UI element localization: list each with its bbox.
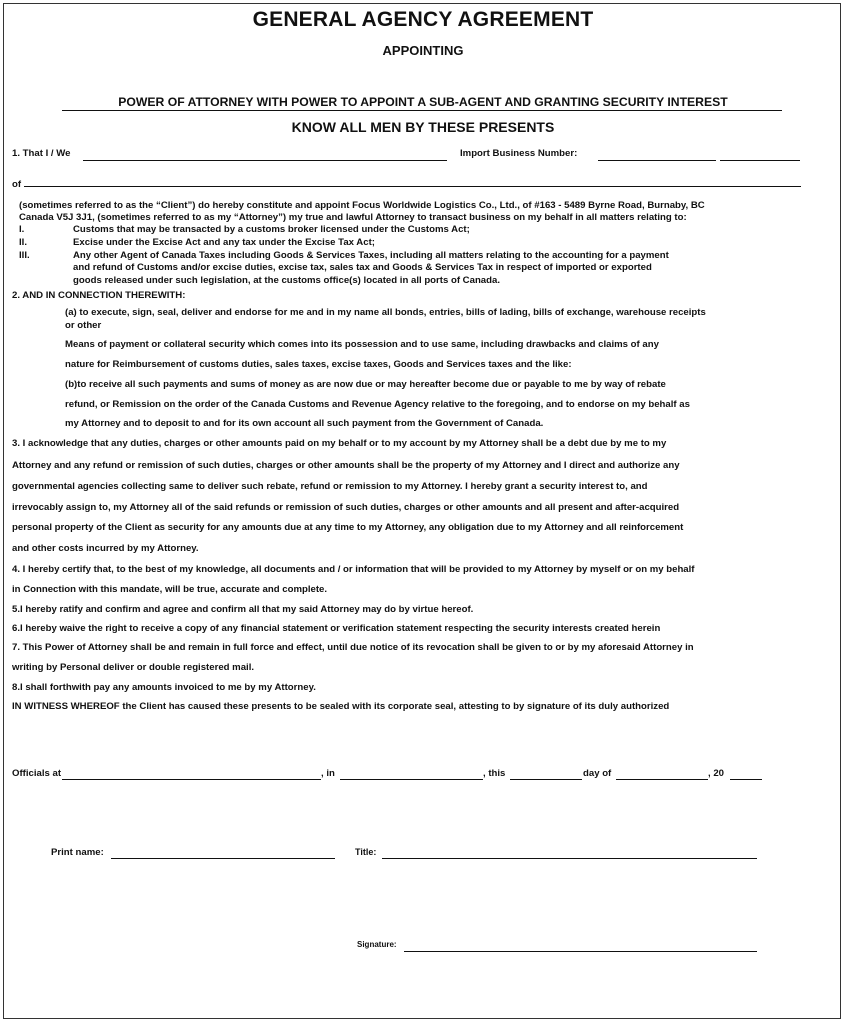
officials-label: Officials at (12, 768, 62, 779)
of-label: of (12, 179, 22, 190)
import-number-field-suffix[interactable] (720, 160, 800, 161)
clause7-text: 7. This Power of Attorney shall be and remain in full force and effect, until due notice of its revocation shall be given to or by my aforesaid Attorney in (12, 642, 694, 653)
clause2-text: (b)to receive all such payments and sums of money as are now due or may hereafter become due or payable to me by way of rebate (65, 379, 666, 390)
officials-location-field[interactable] (62, 779, 321, 780)
item-text-continued: and refund of Customs and/or excise duties, excise tax, sales tax and Goods & Services Tax in respect of imported or exported (73, 262, 652, 273)
day-of-label: day of (583, 768, 612, 779)
title-label: Title: (355, 847, 377, 857)
clause4-text: 4. I hereby certify that, to the best of my knowledge, all documents and / or information that will be provided to my Attorney by myself or on my behalf (12, 564, 695, 575)
clause2-text: Means of payment or collateral security which comes into its possession and to use same, including drawbacks and claims of any (65, 339, 659, 350)
client-address-field[interactable] (24, 186, 801, 187)
know-heading: KNOW ALL MEN BY THESE PRESENTS (291, 119, 555, 135)
item-text: Excise under the Excise Act and any tax under the Excise Tax Act; (73, 237, 375, 248)
clause3-text: governmental agencies collecting same to deliver such rebate, refund or remission to my Attorney. I hereby grant a security interest to, and (12, 481, 648, 492)
print-name-field[interactable] (111, 858, 335, 859)
witness-text: IN WITNESS WHEREOF the Client has caused these presents to be sealed with its corporate seal, attesting to by signature of its duly authorized (12, 701, 670, 712)
signature-field[interactable] (404, 951, 757, 952)
print-name-label: Print name: (51, 847, 104, 858)
clause3-text: and other costs incurred by my Attorney. (12, 543, 199, 554)
poa-heading: POWER OF ATTORNEY WITH POWER TO APPOINT A SUB-AGENT AND GRANTING SECURITY INTEREST (118, 95, 728, 109)
clause8-text: 8.I shall forthwith pay any amounts invoiced to me by my Attorney. (12, 682, 316, 693)
in-field[interactable] (340, 779, 483, 780)
item-number: III. (19, 250, 30, 261)
clause2-text: nature for Reimbursement of customs duties, sales taxes, excise taxes, Goods and Services taxes and the like: (65, 359, 572, 370)
item-text-continued: goods released under such legislation, at the customs office(s) located in all ports of Canada. (73, 275, 501, 286)
title-field[interactable] (382, 858, 757, 859)
year-label: , 20 (708, 768, 725, 779)
clause2-text: my Attorney and to deposit to and for its own account all such payment from the Government of Canada. (65, 418, 544, 429)
day-number-field[interactable] (510, 779, 582, 780)
item-text: Customs that may be transacted by a customs broker licensed under the Customs Act; (73, 224, 470, 235)
clause1-intro-line2: Canada V5J 3J1, (sometimes referred to as my “Attorney”) my true and lawful Attorney to transact business on my behalf in all matters relating to: (19, 212, 687, 223)
poa-underline (62, 110, 782, 111)
month-field[interactable] (616, 779, 708, 780)
signature-label: Signature: (357, 940, 397, 949)
clause3-text: 3. I acknowledge that any duties, charges or other amounts paid on my behalf or to my account by my Attorney shall be a debt due by me to my (12, 438, 667, 449)
client-name-field[interactable] (83, 160, 447, 161)
import-number-label: Import Business Number: (460, 148, 578, 159)
document-subtitle: APPOINTING (382, 43, 464, 58)
clause3-text: Attorney and any refund or remission of such duties, charges or other amounts shall be the property of my Attorney and I direct and authorize any (12, 460, 680, 471)
clause6-text: 6.I hereby waive the right to receive a copy of any financial statement or verification statement respecting the security interests created herein (12, 623, 661, 634)
import-number-field[interactable] (598, 160, 716, 161)
document-title: GENERAL AGENCY AGREEMENT (252, 8, 594, 31)
clause5-text: 5.I hereby ratify and confirm and agree and confirm all that my said Attorney may do by virtue hereof. (12, 604, 474, 615)
clause2-heading: 2. AND IN CONNECTION THEREWITH: (12, 290, 186, 301)
item-number: I. (19, 224, 25, 235)
in-label: , in (321, 768, 335, 779)
this-label: , this (483, 768, 506, 779)
year-field[interactable] (730, 779, 762, 780)
clause3-text: personal property of the Client as security for any amounts due at any time to my Attorney, any obligation due to my Attorney and all reinforcement (12, 522, 684, 533)
clause4-text: in Connection with this mandate, will be true, accurate and complete. (12, 584, 328, 595)
clause3-text: irrevocably assign to, my Attorney all of the said refunds or remission of such duties, charges or other amounts and all present and after-acquired (12, 502, 680, 513)
clause2-text: (a) to execute, sign, seal, deliver and endorse for me and in my name all bonds, entries, bills of lading, bills of exchange, warehouse receipts (65, 307, 706, 318)
item-text: Any other Agent of Canada Taxes including Goods & Services Taxes, including all matters relating to the accounting for a payment (73, 250, 669, 261)
clause7-text: writing by Personal deliver or double registered mail. (12, 662, 255, 673)
clause2-text: refund, or Remission on the order of the Canada Customs and Revenue Agency relative to the foregoing, and to endorse on my behalf as (65, 399, 690, 410)
item-number: II. (19, 237, 27, 248)
clause1-intro-line1: (sometimes referred to as the “Client”) do hereby constitute and appoint Focus Worldwide Logistics Co., Ltd., of #163 - 5489 Byrne Road, Burnaby, BC (19, 200, 705, 211)
that-label: 1. That I / We (12, 148, 71, 159)
clause2-text: or other (65, 320, 102, 331)
